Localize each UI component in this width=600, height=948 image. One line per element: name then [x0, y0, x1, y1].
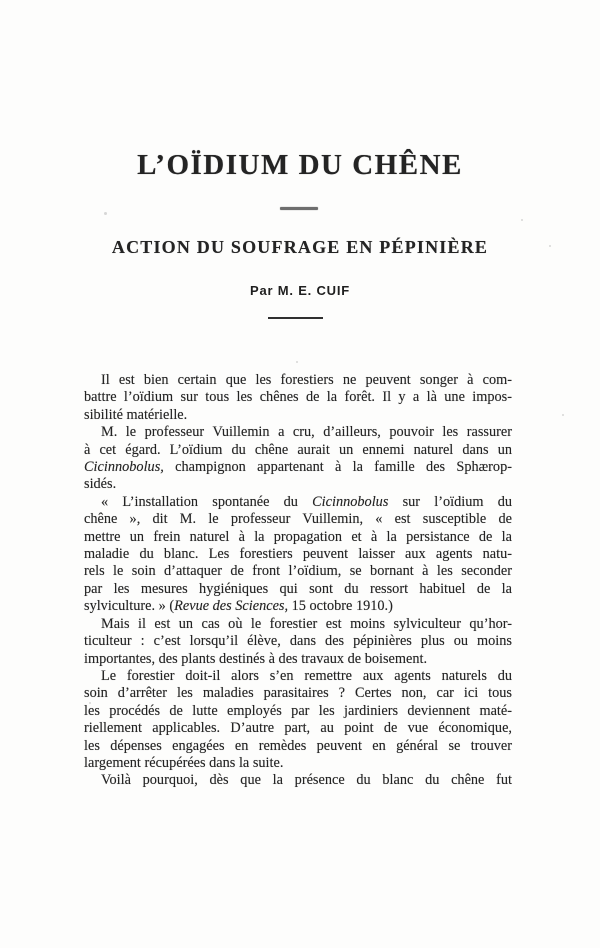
body-line — [84, 546, 512, 563]
body-line — [84, 651, 512, 668]
italic-text-run: Revue des Sciences, — [174, 598, 289, 615]
scan-noise-speck — [104, 212, 107, 215]
byline-divider-rule — [268, 317, 323, 319]
italic-text-run: Cicinnobolus, — [84, 459, 164, 476]
text-run: mettre un frein naturel à la propagation et à la persistance de la — [84, 528, 512, 545]
text-run: riellement applicables. D’autre part, au point de vue économique, — [84, 720, 512, 737]
body-line — [84, 703, 512, 720]
text-run: champignon appartenant à la famille des Sphærop- — [163, 459, 512, 476]
body-line — [84, 424, 512, 441]
scan-noise-speck — [562, 414, 564, 416]
body-line — [84, 668, 512, 685]
body-line — [84, 389, 512, 406]
body-line — [84, 616, 512, 633]
scan-noise-speck — [89, 702, 91, 704]
text-run: Il est bien certain que les forestiers ne peuvent songer à com- — [101, 372, 512, 388]
text-run: battre l’oïdium sur tous les chênes de la forêt. Il y a là une impos- — [84, 389, 512, 406]
body-line — [84, 511, 512, 528]
text-run: chêne », dit M. le professeur Vuillemin, « est susceptible de — [84, 511, 512, 528]
text-run: sylviculture. » ( — [84, 598, 175, 615]
article-title: L’OÏDIUM DU CHÊNE — [137, 149, 463, 181]
body-line — [84, 442, 512, 459]
text-run: rels le soin d’attaquer de front l’oïdium, se bornant à les seconder — [84, 563, 512, 580]
body-line — [84, 738, 512, 755]
text-run: soin d’arrêter les maladies parasitaires ? Certes non, car ici tous — [84, 685, 512, 702]
body-line — [84, 772, 512, 789]
text-run: maladie du blanc. Les forestiers peuvent laisser aux agents natu- — [84, 546, 512, 563]
body-line — [84, 407, 512, 424]
body-line — [84, 476, 512, 493]
text-run: largement récupérées dans la suite. — [84, 754, 284, 771]
text-run: Voilà pourquoi, dès que la présence du blanc du chêne fut — [101, 772, 512, 789]
body-line — [84, 633, 512, 650]
article-subtitle: ACTION DU SOUFRAGE EN PÉPINIÈRE — [111, 237, 489, 257]
text-run: sibilité matérielle. — [84, 406, 188, 423]
text-run: les procédés de lutte employés par les jardiniers deviennent maté- — [84, 702, 512, 719]
body-line — [84, 598, 512, 615]
text-run: Mais il est un cas où le forestier est moins sylviculteur qu’hor- — [101, 615, 512, 632]
author-byline: Par M. E. CUIF — [249, 283, 351, 298]
scan-noise-speck — [549, 245, 551, 247]
scan-noise-speck — [521, 219, 523, 221]
italic-text-run: Cicinnobolus — [312, 493, 389, 510]
text-run: importantes, des plants destinés à des travaux de boisement. — [84, 650, 428, 667]
body-line — [84, 581, 512, 598]
text-run: Le forestier doit-il alors s’en remettre aux agents naturels du — [101, 667, 512, 684]
body-line — [84, 459, 512, 476]
text-run: à cet égard. L’oïdium du chêne aurait un ennemi naturel dans un — [84, 441, 512, 458]
body-line — [84, 372, 512, 389]
text-run: sur l’oïdium du — [388, 493, 512, 510]
body-line — [84, 720, 512, 737]
text-run: ticulteur : c’est lorsqu’il élève, dans des pépinières plus ou moins — [84, 633, 512, 650]
body-line — [84, 563, 512, 580]
text-run: M. le professeur Vuillemin a cru, d’ailleurs, pouvoir les rassurer — [101, 424, 512, 441]
body-line — [84, 755, 512, 772]
title-divider-rule — [280, 207, 318, 210]
body-line — [84, 529, 512, 546]
article-body — [84, 372, 512, 790]
text-run: « L’installation spontanée du — [101, 493, 313, 510]
text-run: par les mesures hygiéniques qui sont du ressort habituel de la — [84, 580, 512, 597]
text-run: sidés. — [84, 476, 117, 493]
text-run: 15 octobre 1910.) — [288, 598, 393, 615]
scan-noise-speck — [86, 482, 88, 484]
body-line — [84, 685, 512, 702]
body-line — [84, 494, 512, 511]
text-run: les dépenses engagées en remèdes peuvent en général se trouver — [84, 737, 512, 754]
scan-noise-speck — [296, 361, 298, 363]
